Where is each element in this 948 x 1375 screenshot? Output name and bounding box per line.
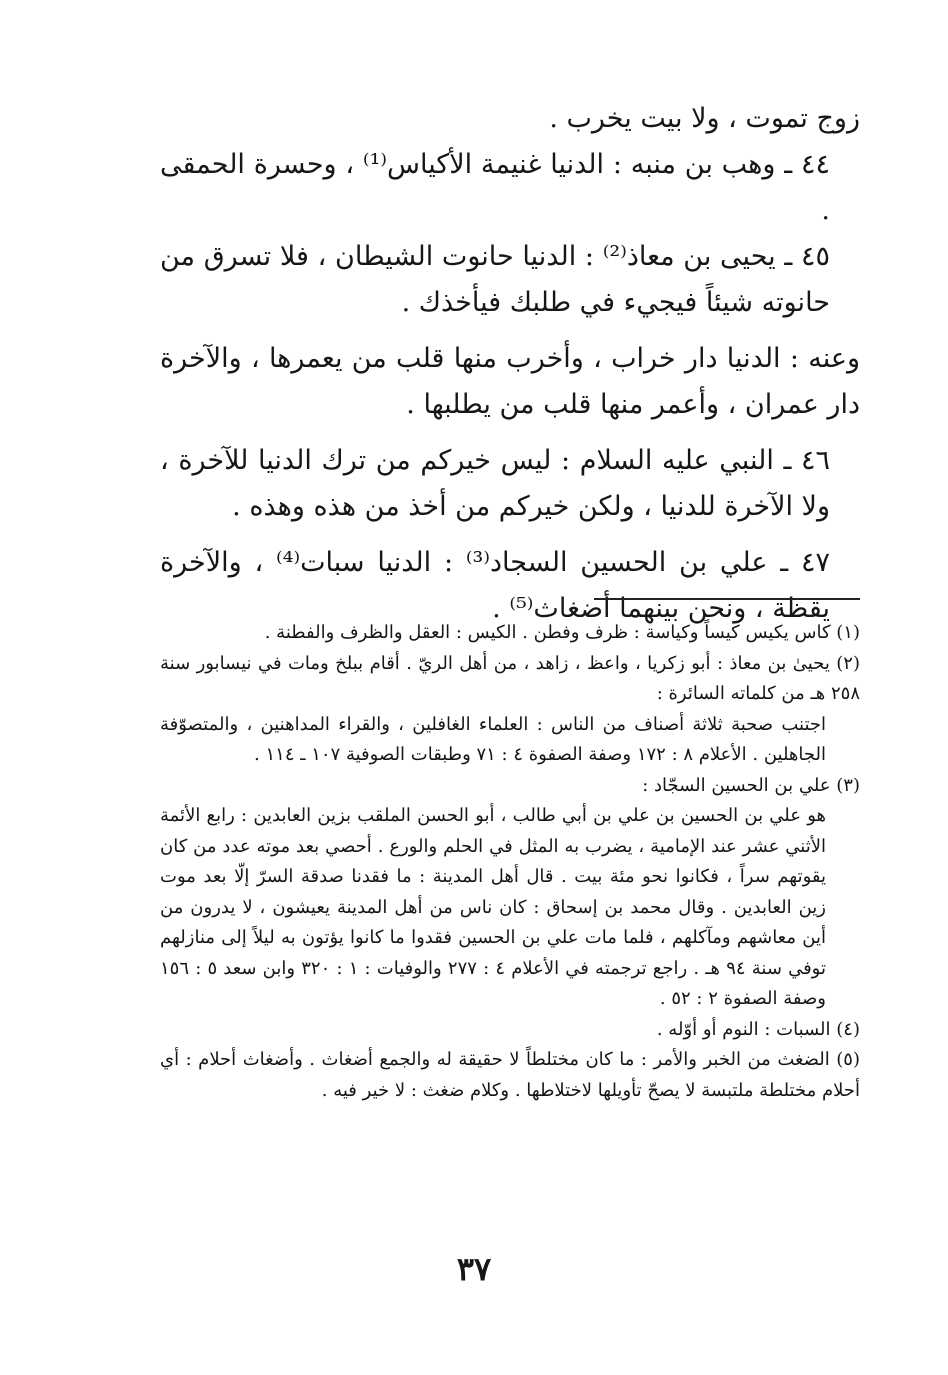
footnote-3-body: هو علي بن الحسين بن علي بن أبي طالب ، أبو الحسن الملقب بزين العابدين : رابع الأئمة الأثني عشر عند الإمامية ، يضرب به المثل في الحلم والورع . أحصي بعد موته عدد من كان يقوتهم سراً ، فكانوا نحو مئة بيت . قال أهل المدينة : ما فقدنا صدقة السرّ إلّا بعد موت زين العابدين . وقال محمد بن إسحاق : كان ناس من أهل المدينة يعيشون ، لا يدرون من أين معاشهم ومآكلهم ، فلما مات علي بن الحسين فقدوا ما كانوا يؤتون به ليلاً إلى منازلهم توفي سنة ٩٤ هـ . راجع ترجمته في الأعلام ٤ : ٢٧٧ والوفيات : ١ : ٣٢٠ وابن سعد ٥ : ١٥٦ وصفة الصفوة ٢ : ٥٢ . [160, 805, 826, 1009]
footnotes [160, 618, 860, 1106]
footnote-5: (٥) الضغث من الخبر والأمر : ما كان مختلطاً لا حقيقة له والجمع أضغاث . وأضغاث أحلام : أي أحلام مختلطة ملتبسة لا يصحّ تأويلها لاختلاطها . وكلام ضغث : لا خير فيه . [160, 1049, 860, 1101]
saying-46: ٤٦ ـ النبي عليه السلام : ليس خيركم من ترك الدنيا للآخرة ، ولا الآخرة للدنيا ، ولكن خيركم من أخذ من هذه وهذه . [160, 445, 830, 522]
main-text [160, 96, 860, 632]
saying-44: ٤٤ ـ وهب بن منبه : الدنيا غنيمة الأكياس⁽¹⁾ ، وحسرة الحمقى . [160, 149, 831, 226]
page-number: ٣٧ [456, 1250, 492, 1288]
footnote-separator [594, 598, 860, 600]
footnote-2-continuation: اجتنب صحبة ثلاثة أصناف من الناس : العلماء الغافلين ، والقراء المداهنين ، والمتصوّفة الجاهلين . الأعلام ٨ : ١٧٢ وصفة الصفوة ٤ : ٧١ وطبقات الصوفية ١٠٧ ـ ١١٤ . [160, 713, 826, 765]
saying-45: ٤٥ ـ يحيى بن معاذ⁽²⁾ : الدنيا حانوت الشيطان ، فلا تسرق من حانوته شيئاً فيجيء في طلبك فيأخذك . [160, 241, 830, 318]
saying-45-addendum: وعنه : الدنيا دار خراب ، وأخرب منها قلب من يعمرها ، والآخرة دار عمران ، وأعمر منها قلب من يطلبها . [160, 343, 860, 420]
footnote-4: (٤) السبات : النوم أو أوّله . [656, 1018, 860, 1040]
footnote-3-title: (٣) علي بن الحسين السجّاد : [642, 774, 860, 796]
footnote-2: (٢) يحيىٰ بن معاذ : أبو زكريا ، واعظ ، زاهد ، من أهل الريّ . أقام ببلخ ومات في نيسابور سنة ٢٥٨ هـ من كلماته السائرة : [160, 652, 860, 704]
footnote-1: (١) كاس يكيس كيساً وكياسة : ظرف وفطن . الكيس : العقل والظرف والفطنة . [264, 622, 860, 643]
paragraph-1: زوج تموت ، ولا بيت يخرب . [549, 103, 860, 134]
saying-47: ٤٧ ـ علي بن الحسين السجاد⁽³⁾ : الدنيا سبات⁽⁴⁾ ، والآخرة يقظة ، ونحن بينهما أضغاث⁽⁵⁾ . [160, 547, 831, 624]
